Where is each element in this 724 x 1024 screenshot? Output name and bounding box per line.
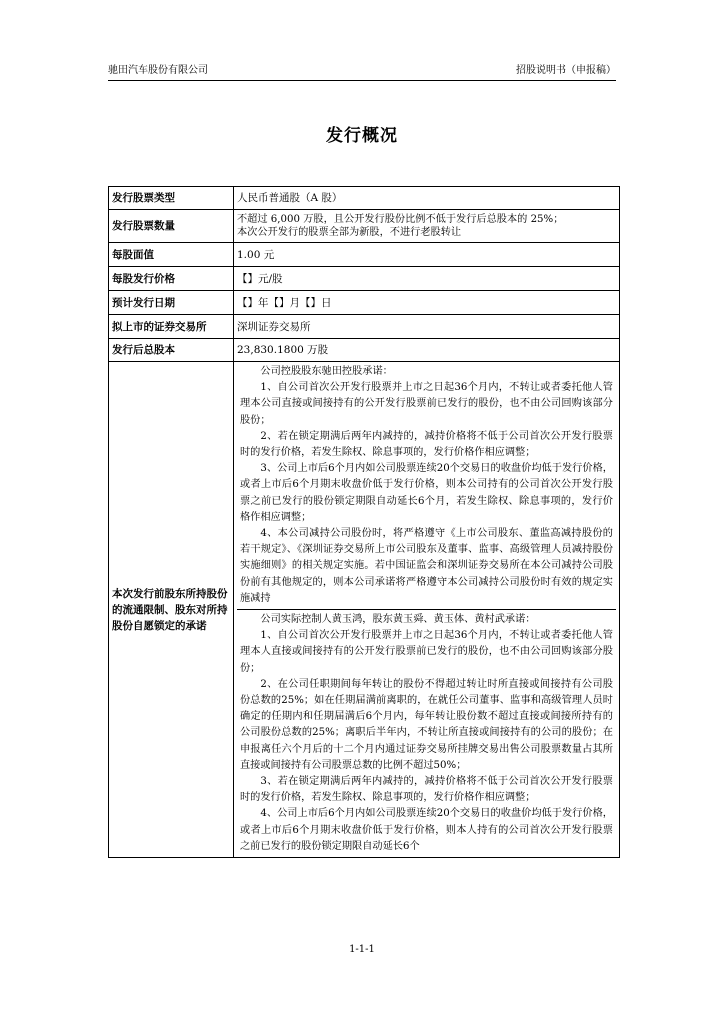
value-line: 本次公开发行的股票全部为新股，不进行老股转让 bbox=[237, 227, 462, 238]
page-number: 1-1-1 bbox=[349, 944, 375, 955]
paragraph: 4、公司上市后6个月内如公司股票连续20个交易日的收盘价均低于发行价格，或者上市后6个月期末收盘价低于发行价格，则本人持有的公司首次公开发行股票之前已发行的股份锁定期限自动延长6个 bbox=[240, 808, 613, 852]
paragraph: 2、在公司任职期间每年转让的股份不得超过转让时所直接或间接持有公司股份总数的25%；如在任期届满前离职的，在就任公司董事、监事和高级管理人员时确定的任期内和任期届满后6个月内，每年转让股份数不超过直接或间接所持有的公司股份总数的25%；离职后半年内，不转让所直接或间接持有的公司的股份；在申报离任六个月后的十二个月内通过证券交易所挂牌交易出售公司股票数量占其所直接或间接持有公司股票总数的比例不超过50%； bbox=[240, 678, 613, 771]
document-type: 招股说明书（申报稿） bbox=[516, 65, 616, 76]
paragraph: 3、公司上市后6个月内如公司股票连续20个交易日的收盘价均低于发行价格，或者上市后6个月期末收盘价低于发行价格，则本公司持有的公司首次公开发行股票之前已发行的股份锁定期限自动延长6个月，若发生除权、除息事项的，发行价格作相应调整； bbox=[240, 463, 613, 523]
row-value bbox=[234, 210, 620, 243]
paragraph: 公司控股股东驰田控股承诺： bbox=[260, 366, 393, 377]
paragraph: 1、自公司首次公开发行股票并上市之日起36个月内，不转让或者委托他人管理本公司直接或间接持有的公开发行股票前已发行的股份，也不由公司回购该部分股份； bbox=[240, 382, 613, 426]
table-row bbox=[109, 291, 620, 315]
row-label: 每股发行价格 bbox=[109, 267, 234, 291]
paragraph: 4、本公司减持公司股份时，将严格遵守《上市公司股东、董监高减持股份的若干规定》、《深圳证券交易所上市公司股东及董事、监事、高级管理人员减持股份实施细则》的相关规定实施。若中国证监会和深圳证券交易所在本公司减持公司股份前有其他规定的，则本公司承诺将严格遵守本公司减持公司股份时有效的规定实施减持 bbox=[240, 528, 613, 604]
value-line: 不超过 6,000 万股，且公开发行股份比例不低于发行后总股本的 25%； bbox=[237, 213, 564, 225]
company-name: 驰田汽车股份有限公司 bbox=[108, 65, 208, 76]
table-row bbox=[109, 187, 620, 210]
page-title: 发行概况 bbox=[326, 126, 398, 146]
row-label: 拟上市的证券交易所 bbox=[109, 315, 234, 339]
controlling-shareholder-commitment bbox=[237, 362, 616, 609]
paragraph: 2、若在锁定期满后两年内减持的，减持价格将不低于公司首次公开发行股票时的发行价格，若发生除权、除息事项的，发行价格作相应调整； bbox=[240, 430, 613, 459]
row-label: 预计发行日期 bbox=[109, 291, 234, 315]
actual-controller-commitment bbox=[237, 609, 616, 857]
table-row bbox=[109, 243, 620, 267]
row-label: 发行股票类型 bbox=[109, 187, 234, 210]
table-row bbox=[109, 339, 620, 362]
row-label: 本次发行前股东所持股份的流通限制、股东对所持股份自愿锁定的承诺 bbox=[109, 362, 234, 858]
row-value: 【】元/股 bbox=[234, 267, 620, 291]
table-row bbox=[109, 362, 620, 858]
paragraph: 公司实际控制人黄玉鸿，股东黄玉舜、黄玉体、黄村武承诺： bbox=[260, 614, 536, 626]
row-value: 人民币普通股（A 股） bbox=[234, 187, 620, 210]
row-value: 【】年【】月【】日 bbox=[234, 291, 620, 315]
row-label: 每股面值 bbox=[109, 243, 234, 267]
row-label: 发行股票数量 bbox=[109, 210, 234, 243]
paragraph: 3、若在锁定期满后两年内减持的，减持价格将不低于公司首次公开发行股票时的发行价格，若发生除权、除息事项的，发行价格作相应调整； bbox=[240, 776, 613, 804]
row-value: 23,830.1800 万股 bbox=[234, 339, 620, 362]
table-row bbox=[109, 267, 620, 291]
commitment-cell bbox=[234, 362, 620, 858]
row-label: 发行后总股本 bbox=[109, 339, 234, 362]
offering-overview-table bbox=[108, 186, 620, 858]
page-header bbox=[108, 65, 616, 81]
table-row bbox=[109, 210, 620, 243]
row-value: 1.00 元 bbox=[234, 243, 620, 267]
table-row bbox=[109, 315, 620, 339]
paragraph: 1、自公司首次公开发行股票并上市之日起36个月内，不转让或者委托他人管理本人直接或间接持有的公开发行股票前已发行的股份，也不由公司回购该部分股份； bbox=[240, 630, 613, 674]
row-value: 深圳证券交易所 bbox=[234, 315, 620, 339]
